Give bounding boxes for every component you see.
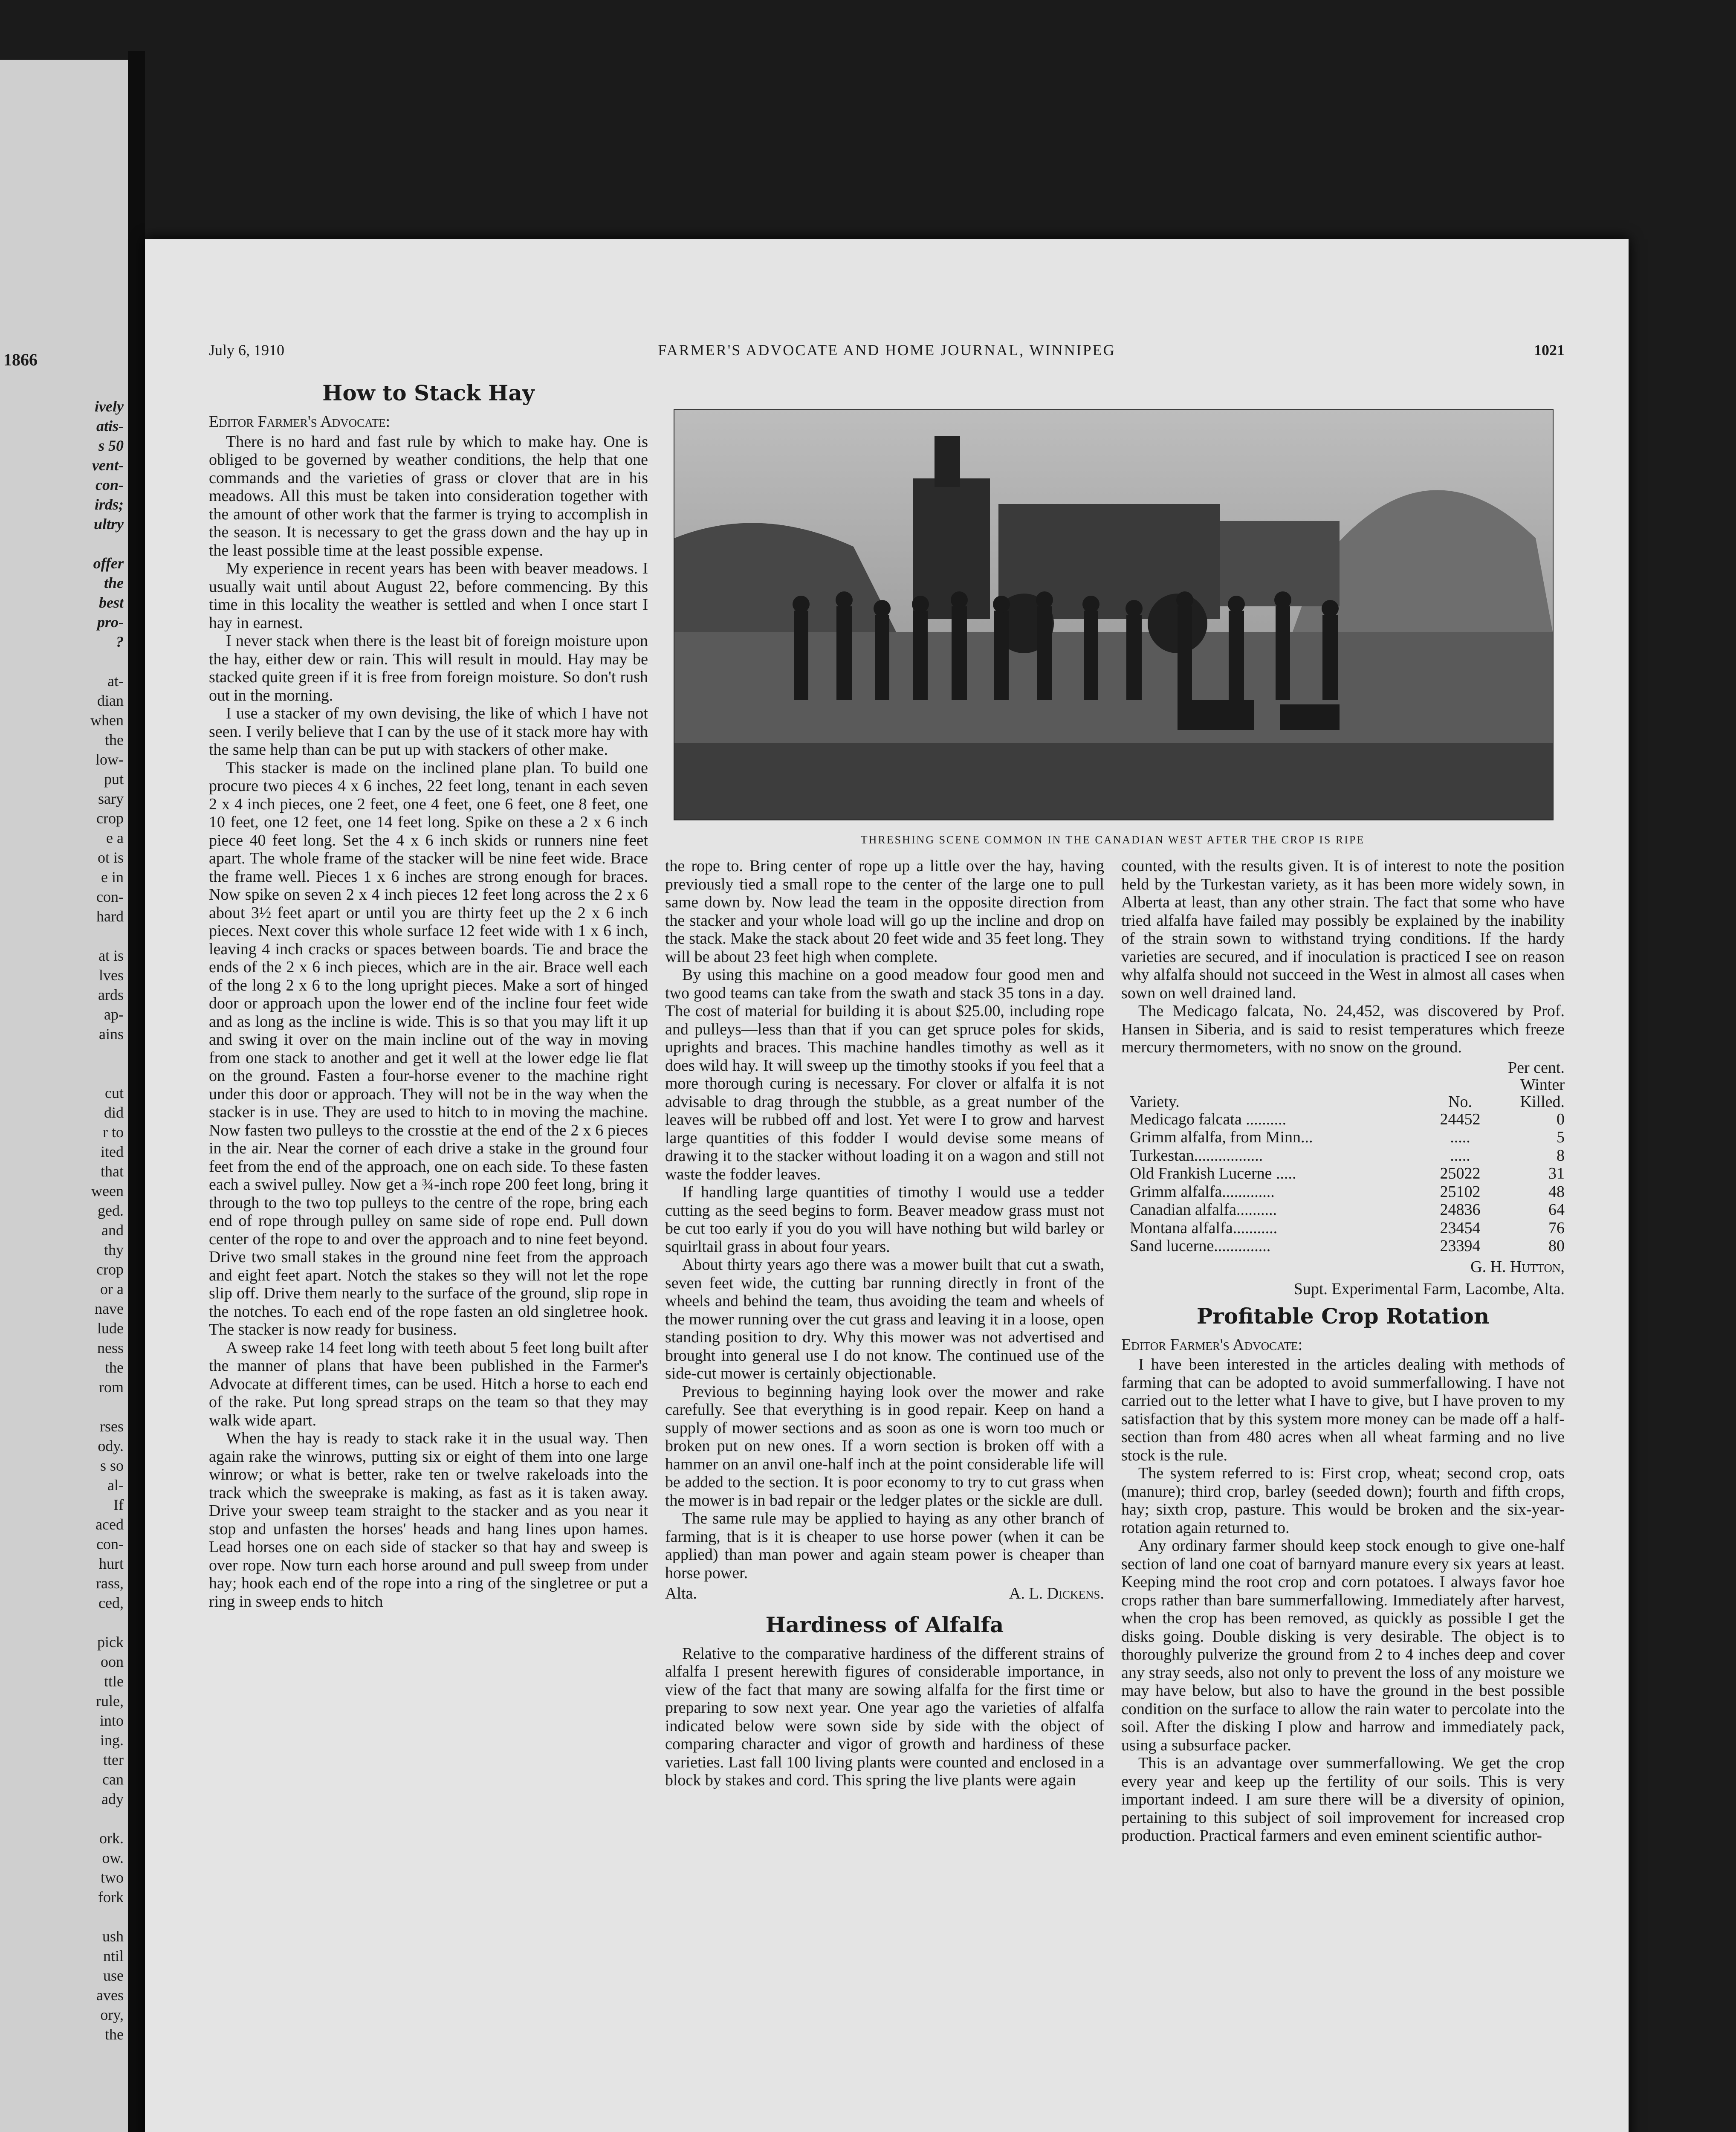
killed-cell: 5 <box>1557 1128 1565 1146</box>
table-row <box>1130 1237 1565 1255</box>
number-cell: 23394 <box>1440 1237 1481 1255</box>
header-page-number: 1021 <box>1534 342 1565 359</box>
paragraph: About thirty years ago there was a mower built that cut a swath, seven feet wide, the cutting bar running directly in front of the wheels and behind the team, thus avoiding the team and wheels of the mower running over the cut grass and leaving it in a loose, open standing position to dry. Why this mower was not advertised and brought into general use I do not know. The continued use of the side-cut mower is certainly objectionable. <box>665 1256 1104 1382</box>
previous-page-number: 1866 <box>3 350 38 369</box>
previous-page-line: or a <box>100 1280 124 1298</box>
number-cell: 23454 <box>1440 1219 1481 1237</box>
paragraph: By using this machine on a good meadow four good men and two good teams can take from the swath and stack 35 tons in a day. The cost of material for building it is about $25.00, including rope and pulleys—less than that if you can get spruce poles for skids, uprights and braces. This machine handles timothy as well as it does wild hay. It will sweep up the timothy stooks if you feel that a more thorough curing is necessary. For clover or alfalfa it is not advisable to drag through the stubble, as a great number of the leaves will be rubbed off and lost. Yet were I to grow and harvest large quantities of this fodder I would devise some means of drawing it to the stacker without loading it on a wagon and still not waste the fodder leaves. <box>665 966 1104 1183</box>
previous-page-line: aves <box>96 1987 124 2004</box>
previous-page-line <box>0 534 124 553</box>
previous-page-line: at is <box>98 947 124 964</box>
previous-page-line: hard <box>96 908 124 925</box>
previous-page-line: rass, <box>96 1575 124 1592</box>
previous-page-line: e in <box>101 869 124 886</box>
article-body-continued <box>1121 857 1565 1057</box>
editor-salutation: Editor Farmer's Advocate: <box>209 413 391 431</box>
previous-page-line: vent- <box>92 457 124 474</box>
signature-author: A. L. Dickens. <box>1009 1585 1104 1602</box>
header-variety: Variety. <box>1130 1093 1180 1110</box>
previous-page-line: oon <box>101 1653 124 1670</box>
signature-title: Supt. Experimental Farm, Lacombe, Alta. <box>1293 1280 1565 1298</box>
previous-page-line: aced <box>95 1516 124 1533</box>
previous-page-line: s 50 <box>98 437 124 454</box>
header-winter: Winter <box>1520 1075 1565 1094</box>
variety-cell: Montana alfalfa........... <box>1130 1219 1278 1237</box>
variety-cell: Old Frankish Lucerne ..... <box>1130 1164 1296 1182</box>
previous-page-line: con- <box>96 1535 124 1553</box>
variety-cell: Grimm alfalfa, from Minn... <box>1130 1128 1313 1146</box>
previous-page-line: ness <box>97 1339 124 1356</box>
previous-page-line: that <box>101 1163 124 1180</box>
previous-page-line: the <box>105 731 124 748</box>
paragraph: This stacker is made on the inclined plane plan. To build one procure two pieces 4 x 6 inches, 22 feet long, tenant in each seven 2 x 4 inch pieces, one 2 feet, one 4 feet, one 6 feet, one 8 feet, one 10 feet, one 12 feet, one 14 feet long. Spike on these a 2 x 6 inch piece 40 feet long. Set the 4 x 6 inch skids or runners nine feet apart. The whole frame of the stacker will be nine feet wide. Brace the frame well. Pieces 1 x 6 inches are strong enough for braces. Now spike on seven 2 x 4 inch pieces 12 feet long across the 2 x 6 about 3½ feet apart or until you are thirty feet up the 2 x 6 inch pieces. Next cover this whole surface 12 feet wide with 1 x 6 inch, leaving 4 inch cracks or spaces between boards. Tie and brace the ends of the 2 x 6 inch pieces, which are in the air. Brace well each of the long 2 x 6 to the long upright pieces. Make a sort of hinged door or approach upon the lower end of the incline four feet wide and as long as the incline is wide. This is so that you may lift it up and swing it over on the main incline out of the way in moving from one stack to another and get it well at the lower edge lie flat on the ground. Fasten a four-horse evener to the machine right under this door or approach. They will not be in the way when the stacker is in use. They are used to hitch to in moving the machine. Now fasten two pulleys to the crosstie at the end of the 2 x 6 pieces in the air. Near the corner of each drive a stake in the ground four feet from the end of the approach, one on each side. To these fasten each a swivel pulley. Now get a ¾-inch rope 200 feet long, bring it through to the two top pulleys to the centre of the rope, bring each end of rope through pulley on same side of rope end. Pull down center of the rope to and over the approach and to nine feet beyond. Drive two small stakes in the ground nine feet from the approach and eight feet apart. Notch the stakes so they will not let the rope slip off. Drive them nearly to the surface of the ground, slip rope in the notches. To each end of the rope fasten an old singletree hook. The stacker is now ready for business. <box>209 759 648 1338</box>
paragraph: I never stack when there is the least bit of foreign moisture upon the hay, either dew or rain. This will result in mould. Hay may be stacked quite green if it is free from foreign moisture. So don't rush out in the morning. <box>209 632 648 704</box>
previous-page-line: irds; <box>94 496 124 513</box>
previous-page-line: dian <box>97 692 124 709</box>
previous-page-line: s so <box>100 1457 124 1474</box>
previous-page-line: cut <box>105 1084 124 1101</box>
killed-cell: 0 <box>1557 1110 1565 1128</box>
table-header-row <box>1130 1076 1565 1093</box>
header-date: July 6, 1910 <box>209 342 285 359</box>
number-cell: 25022 <box>1440 1164 1481 1182</box>
previous-page-line <box>0 1613 124 1632</box>
table-header-row <box>1130 1059 1565 1076</box>
paragraph: Relative to the comparative hardiness of the different strains of alfalfa I present herewith figures of considerable importance, in view of the fact that many are sowing alfalfa for the first time or preparing to sow next year. One year ago the varieties of alfalfa indicated below were sown side by side with the object of comparing character and vigor of growth and hardiness of these varieties. Last fall 100 living plants were counted and enclosed in a block by stakes and cord. This spring the live plants were again <box>665 1644 1104 1789</box>
previous-page-line: atis- <box>96 417 124 435</box>
article-signature <box>665 1585 1104 1603</box>
article-title-profitable-crop-rotation: Profitable Crop Rotation <box>1196 1303 1490 1329</box>
previous-page-line: ween <box>91 1182 124 1199</box>
book-gutter <box>128 51 145 2132</box>
previous-page-line: ? <box>116 633 124 650</box>
previous-page-line <box>0 926 124 946</box>
paragraph: There is no hard and fast rule by which to make hay. One is obliged to be governed by weather conditions, the help that one commands and the varieties of grass or clover that are in his meadows. All this must be taken into consideration together with the amount of other work that the farmer is trying to accomplish in the season. It is necessary to get the grass down and the hay up in the least possible time at the least possible expense. <box>209 432 648 559</box>
alfalfa-hardiness-table <box>1130 1059 1565 1255</box>
column-2 <box>665 857 1104 1790</box>
previous-page-line: ow. <box>102 1849 124 1866</box>
table-row <box>1130 1201 1565 1219</box>
variety-cell: Canadian alfalfa.......... <box>1130 1201 1277 1219</box>
article-body <box>1121 1356 1565 1845</box>
previous-page-line: use <box>103 1967 124 1984</box>
threshing-scene-photo <box>674 409 1554 820</box>
previous-page-line: offer <box>93 555 124 572</box>
article-body <box>665 1645 1104 1790</box>
paragraph: This is an advantage over summerfallowing. We get the crop every year and keep up the fertility of our soils. This is very important indeed. I am sure there will be a diversity of opinion, pertaining to this subject of soil improvement for increased crop production. Practical farmers and even eminent scientific author- <box>1121 1754 1565 1845</box>
previous-page-line <box>0 1907 124 1926</box>
header-no: No. <box>1448 1092 1472 1111</box>
previous-page-line: low- <box>95 751 124 768</box>
previous-page-line: crop <box>96 810 124 827</box>
killed-cell: 64 <box>1548 1201 1565 1219</box>
column-1 <box>209 379 648 1611</box>
paragraph: the rope to. Bring center of rope up a little over the hay, having previously tied a small rope to the center of the large one to pull same down by. Now lead the team in the opposite direction from the stacker and your whole load will go up the incline and drop on the stack. Make the stack about 20 feet wide and 35 feet long. They will be about 23 feet high when complete. <box>665 857 1104 966</box>
paragraph: Any ordinary farmer should keep stock enough to give one-half section of land one coat of barnyard manure every six years at least. Keeping mind the root crop and corn potatoes. I always favor hoe crops rather than bare summerfallowing. Immediately after harvest, when the crop has been removed, as quickly as possible I get the disks going. Double disking is very desirable. The object is to thoroughly pulverize the ground from 2 to 4 inches deep and cover any stray seeds, also not only to prevent the loss of any moisture we may have below, but also to have the ground in the best possible condition on the surface to allow the rain water to percolate into the soil. After the disking I plow and harrow and immediately pack, using a subsurface packer. <box>1121 1537 1565 1754</box>
previous-page-line: rule, <box>96 1692 124 1709</box>
previous-page-line: pick <box>97 1634 124 1651</box>
previous-page-line: pro- <box>97 614 124 631</box>
killed-cell: 76 <box>1548 1219 1565 1237</box>
number-cell: 24836 <box>1440 1201 1481 1219</box>
previous-page-line: ced, <box>98 1594 124 1611</box>
previous-page-line: con- <box>96 888 124 905</box>
previous-page-line: nave <box>95 1300 124 1317</box>
number-cell: ..... <box>1450 1146 1470 1164</box>
table-row <box>1130 1183 1565 1201</box>
previous-page-line: ady <box>101 1790 124 1808</box>
previous-page-line: the <box>105 1359 124 1376</box>
previous-page-line: sary <box>98 790 124 807</box>
photo-caption: THRESHING SCENE COMMON IN THE CANADIAN WEST AFTER THE CROP IS RIPE <box>860 834 1365 846</box>
previous-page-line: two <box>101 1869 124 1886</box>
paragraph: The Medicago falcata, No. 24,452, was discovered by Prof. Hansen in Siberia, and is said to resist temperatures which freeze mercury thermometers, with no snow on the ground. <box>1121 1002 1565 1056</box>
previous-page-line: the <box>104 574 124 591</box>
table-row <box>1130 1219 1565 1237</box>
variety-cell: Medicago falcata .......... <box>1130 1110 1287 1128</box>
previous-page-line: ively <box>95 398 124 415</box>
previous-page-line: did <box>104 1104 124 1121</box>
previous-page-line: If <box>113 1496 124 1513</box>
previous-page-line: the <box>105 2026 124 2043</box>
header-killed: Killed. <box>1520 1092 1565 1111</box>
previous-page-line: into <box>99 1712 124 1729</box>
number-cell: ..... <box>1450 1128 1470 1146</box>
paragraph: I use a stacker of my own devising, the like of which I have not seen. I verily believe that I can by the use of it stack more hay with the same help than can be put up with stackers of other make. <box>209 704 648 759</box>
previous-page-line: when <box>90 712 124 729</box>
previous-page-line <box>0 1397 124 1417</box>
paragraph: The same rule may be applied to haying as any other branch of farming, that is it is cheaper to use horse power (when it can be applied) than man power and again steam power is cheaper than horse power. <box>665 1509 1104 1582</box>
killed-cell: 8 <box>1557 1146 1565 1164</box>
variety-cell: Grimm alfalfa............. <box>1130 1182 1275 1201</box>
variety-cell: Turkestan................. <box>1130 1146 1263 1164</box>
previous-page-line: ttle <box>104 1673 124 1690</box>
previous-page-line: ged. <box>98 1202 124 1219</box>
number-cell: 24452 <box>1440 1110 1481 1128</box>
signature-author: G. H. Hutton, <box>1470 1257 1565 1276</box>
number-cell: 25102 <box>1440 1182 1481 1201</box>
killed-cell: 48 <box>1548 1182 1565 1201</box>
table-body <box>1130 1110 1565 1255</box>
previous-page-line: rom <box>99 1379 124 1396</box>
previous-page-line: ards <box>98 986 124 1003</box>
previous-page-line: ork. <box>99 1830 124 1847</box>
header-journal-title: FARMER'S ADVOCATE AND HOME JOURNAL, WINNIPEG <box>658 342 1116 359</box>
column-3 <box>1121 857 1565 1845</box>
previous-page-line: ap- <box>104 1006 124 1023</box>
previous-page-line: rses <box>100 1418 124 1435</box>
table-row <box>1130 1110 1565 1129</box>
paragraph: counted, with the results given. It is of interest to note the position held by the Turkestan variety, as it has been more widely sown, in Alberta at least, than any other strain. The fact that some who have tried alfalfa have failed may possibly be explained by the inability of the strain sown to withstand trying conditions. If the hardy varieties are secured, and if inoculation is practiced I see on reason why alfalfa should not succeed in the West in almost all cases when sown on well drained land. <box>1121 857 1565 1002</box>
killed-cell: 80 <box>1548 1237 1565 1255</box>
editor-salutation: Editor Farmer's Advocate: <box>1121 1335 1303 1354</box>
paragraph: When the hay is ready to stack rake it in the usual way. Then again rake the winrows, putting six or eight of them into one large winrow; or what is better, rake ten or twelve rakeloads into the track which the sweeprake is making, as fast as it is taken away. Drive your sweep team straight to the stacker and as you near it stop and unfasten the horses' heads and hang lines upon hames. Lead horses one on each side of stacker so that hay and sweep is over rope. Now turn each horse around and pull sweep from under hay; hook each end of the rope into a ring of the singletree or put a ring in sweep ends to hitch <box>209 1429 648 1611</box>
paragraph: Previous to beginning haying look over the mower and rake carefully. See that everything is in good repair. Keep on hand a supply of mower sections and as soon as one is worn too much or broken put on new ones. If a worn section is broken off with a hammer on an anvil one-half inch at the point considerable life will be added to the section. It is poor economy to try to cut grass when the mower is in bad repair or the ledger plates or the sickle are dull. <box>665 1382 1104 1509</box>
previous-page-line: lude <box>97 1320 124 1337</box>
previous-page-line: ultry <box>93 516 124 533</box>
photo-illustration <box>674 410 1553 820</box>
previous-page-line: fork <box>98 1889 124 1906</box>
previous-page-text-fragments <box>0 397 124 2044</box>
previous-page-line: can <box>102 1771 124 1788</box>
previous-page-line: e a <box>106 829 124 846</box>
previous-page-line: ot is <box>97 849 124 866</box>
table-row <box>1130 1128 1565 1147</box>
paragraph: My experience in recent years has been with beaver meadows. I usually wait until about August 22, before commencing. By this time in this locality the weather is settled and when I once start I hay in earnest. <box>209 559 648 632</box>
previous-page-line: con- <box>95 476 124 493</box>
newspaper-page <box>145 239 1629 2132</box>
article-title-how-to-stack-hay: How to Stack Hay <box>322 380 535 406</box>
table-row <box>1130 1164 1565 1183</box>
variety-cell: Sand lucerne.............. <box>1130 1237 1271 1255</box>
previous-page-line <box>0 1063 124 1083</box>
previous-page-line: ody. <box>98 1437 124 1454</box>
previous-page-line: r to <box>103 1124 124 1141</box>
killed-cell: 31 <box>1548 1164 1565 1182</box>
paragraph: A sweep rake 14 feet long with teeth about 5 feet long built after the manner of plans that have been published in the Farmer's Advocate at different times, can be used. Hitch a horse to each end of the rake. Put long spread straps on the team so that they may walk wide apart. <box>209 1338 648 1429</box>
previous-page-edge <box>0 60 128 2132</box>
previous-page-line: al- <box>107 1477 124 1494</box>
previous-page-line: ory, <box>100 2006 124 2023</box>
article-body-continued <box>665 857 1104 1582</box>
previous-page-line: tter <box>103 1751 124 1768</box>
previous-page-line: put <box>104 771 124 788</box>
signature-place: Alta. <box>665 1585 697 1602</box>
article-title-hardiness-of-alfalfa: Hardiness of Alfalfa <box>765 1612 1004 1637</box>
previous-page-line: at- <box>107 672 124 689</box>
paragraph: If handling large quantities of timothy I would use a tedder cutting as the seed begins to form. Beaver meadow grass must not be cut too early if you do you will have nothing but wild barley or squirltail grass in about four years. <box>665 1183 1104 1256</box>
previous-page-line <box>0 1809 124 1828</box>
previous-page-line: ush <box>102 1928 124 1945</box>
previous-page-line <box>0 1044 124 1063</box>
previous-page-line: ited <box>101 1143 124 1160</box>
table-header-row <box>1130 1093 1565 1110</box>
article-body <box>209 433 648 1611</box>
header-percent: Per cent. <box>1508 1058 1565 1077</box>
paragraph: I have been interested in the articles dealing with methods of farming that can be adopted to avoid summerfallowing. I have not carried out to the letter what I have to give, but I have proven to my satisfaction that by this system more money can be made off a half-section than from 480 acres when all wheat farming and no live stock is the rule. <box>1121 1356 1565 1464</box>
previous-page-line: ing. <box>100 1732 124 1749</box>
previous-page-line <box>0 652 124 671</box>
previous-page-line: crop <box>96 1261 124 1278</box>
table-row <box>1130 1147 1565 1165</box>
previous-page-line: thy <box>104 1241 124 1258</box>
previous-page-line: and <box>101 1222 124 1239</box>
previous-page-line: ntil <box>103 1947 124 1964</box>
running-header <box>209 341 1565 362</box>
paragraph: The system referred to is: First crop, wheat; second crop, oats (manure); third crop, barley (seeded down); fourth and fifth crops, hay; sixth crop, pasture. This would be broken and the six-year-rotation again returned to. <box>1121 1464 1565 1537</box>
previous-page-line: best <box>99 594 124 611</box>
previous-page-line: lves <box>99 967 124 984</box>
previous-page-line: ains <box>99 1025 124 1043</box>
previous-page-line: hurt <box>99 1555 124 1572</box>
